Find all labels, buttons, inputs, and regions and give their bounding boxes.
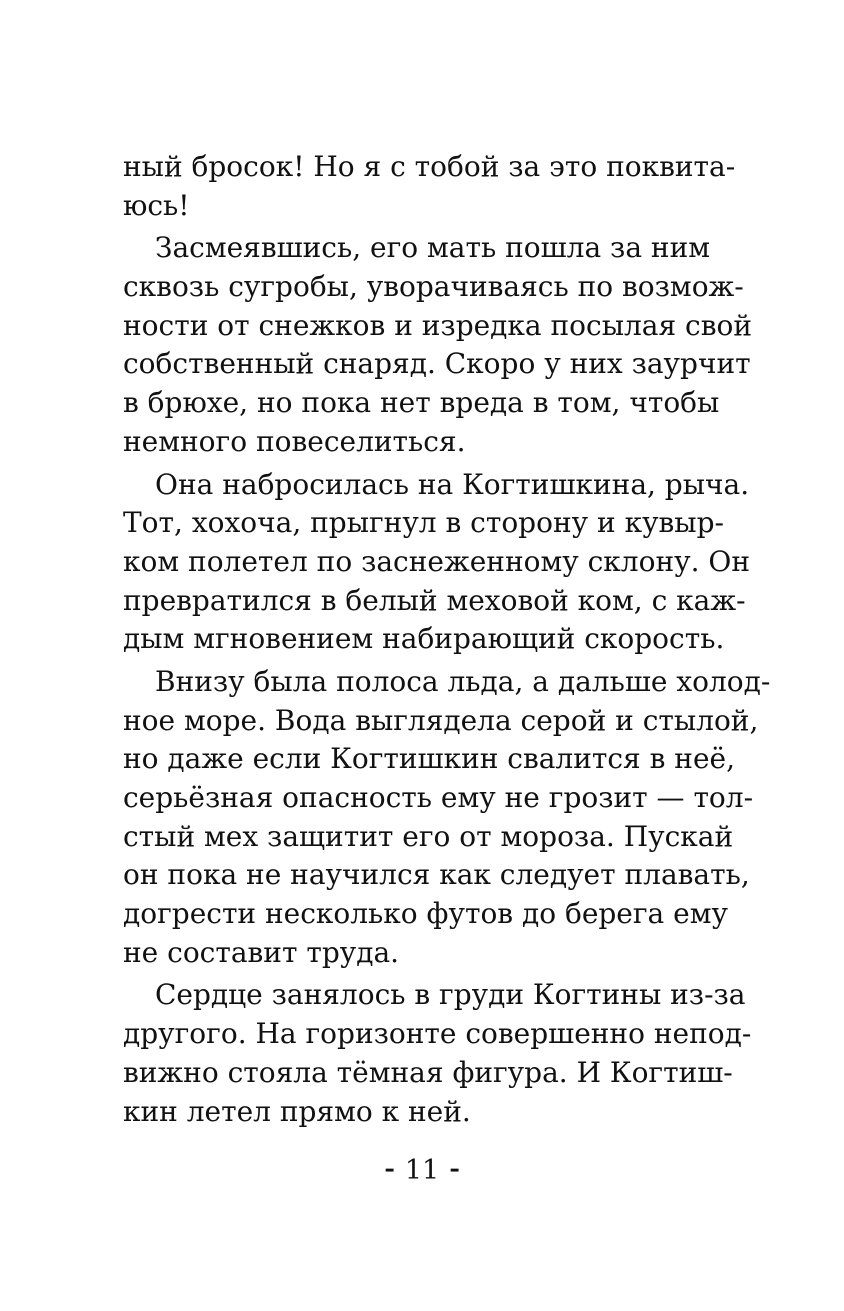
text-line: Засмеявшись, его мать пошла за ним <box>155 231 711 265</box>
page-number-value: 11 <box>404 1155 440 1186</box>
text-line: вижно стояла тёмная фигура. И Когтиш- <box>123 1055 733 1089</box>
paragraph <box>123 148 736 225</box>
text-line: ком полетел по заснеженному склону. Он <box>123 544 751 578</box>
text-line: немного повеселиться. <box>123 424 466 458</box>
text-line: кин летел прямо к ней. <box>123 1094 471 1128</box>
paragraph <box>123 663 771 973</box>
text-line: серьёзная опасность ему не грозит — тол- <box>123 781 754 814</box>
paragraph <box>123 976 752 1131</box>
text-line: в брюхе, но пока нет вреда в том, чтобы <box>123 386 720 420</box>
text-line: но даже если Когтишкин свалится в неё, <box>123 742 735 776</box>
text-line: ный бросок! Но я с тобой за это поквита- <box>123 150 736 183</box>
page-number-left-mark: ⁃ <box>382 1155 397 1187</box>
text-line: не составит труда. <box>123 935 400 969</box>
text-line: он пока не научился как следует плавать, <box>123 858 750 892</box>
text-line: Она набросилась на Когтишкина, рыча. <box>155 467 750 501</box>
page-number-right-mark: ⁃ <box>447 1155 462 1187</box>
text-line: стый мех защитит его от мороза. Пускай <box>123 819 734 853</box>
text-line: собственный снаряд. Скоро у них заурчит <box>123 347 751 381</box>
text-line: догрести несколько футов до берега ему <box>123 897 728 931</box>
text-line: Тот, хохоча, прыгнул в сторону и кувыр- <box>123 506 724 540</box>
text-line: сквозь сугробы, уворачиваясь по возмож- <box>123 270 744 304</box>
text-line: дым мгновением набирающий скорость. <box>123 622 725 656</box>
text-line: Сердце занялось в груди Когтины из-за <box>155 978 746 1012</box>
page-number <box>0 1152 844 1191</box>
paragraph <box>123 466 751 659</box>
text-line: Внизу была полоса льда, а дальше холод- <box>155 664 771 698</box>
text-line: превратился в белый меховой ком, с каж- <box>123 583 746 617</box>
body-text <box>123 148 771 1131</box>
text-line: ности от снежков и изредка посылая свой <box>123 308 753 342</box>
paragraph <box>123 229 753 461</box>
text-line: другого. На горизонте совершенно непод- <box>123 1017 752 1051</box>
text-line: ное море. Вода выглядела серой и стылой, <box>123 703 759 737</box>
text-line: юсь! <box>123 188 190 222</box>
